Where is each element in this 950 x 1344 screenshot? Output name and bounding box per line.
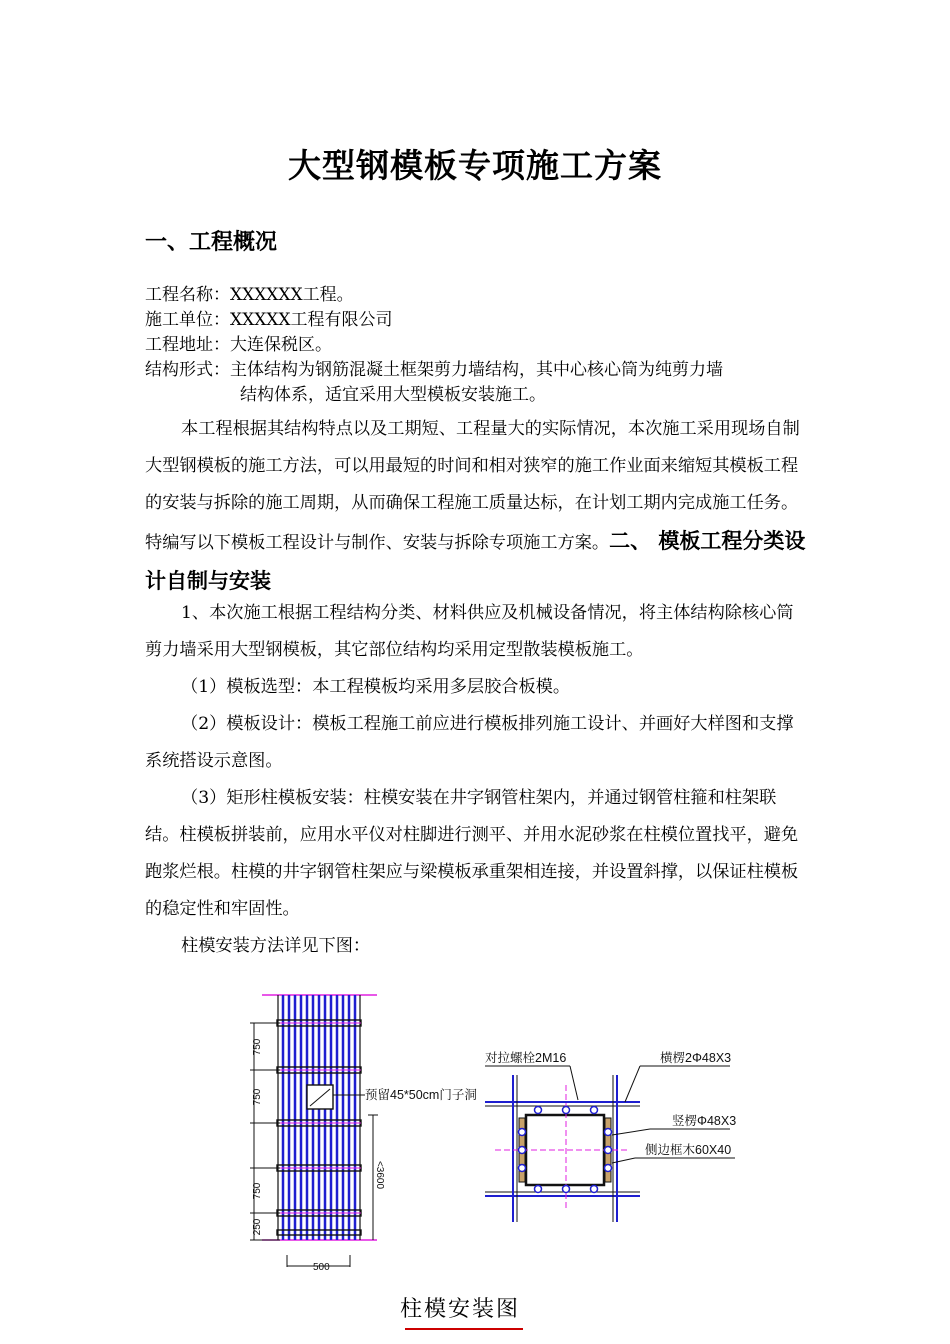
vertical-studs bbox=[283, 995, 355, 1240]
info-value: XXXXXX工程。 bbox=[230, 285, 354, 305]
dim-500: 500 bbox=[313, 1262, 330, 1273]
info-continuation: 结构体系，适宜采用大型模板安装施工。 bbox=[240, 385, 546, 405]
info-label: 施工单位： bbox=[145, 310, 230, 330]
info-value: 主体结构为钢筋混凝土框架剪力墙结构，其中心核心筒为纯剪力墙 bbox=[230, 360, 723, 380]
label-horizontal-waler: 横楞2Φ48X3 bbox=[660, 1051, 732, 1065]
page-title: 大型钢模板专项施工方案 bbox=[288, 146, 662, 185]
paragraph-formwork-type: （1）模板选型：本工程模板均采用多层胶合板模。 bbox=[181, 677, 571, 697]
caption-underline bbox=[405, 1328, 523, 1330]
column-section bbox=[526, 1115, 604, 1185]
dim-750-bottom: 750 bbox=[252, 1182, 263, 1200]
info-label: 工程地址： bbox=[145, 335, 230, 355]
label-side-timber: 侧边框木60X40 bbox=[645, 1143, 732, 1157]
info-value: XXXXX工程有限公司 bbox=[230, 310, 393, 330]
section-heading-overview: 一、工程概况 bbox=[145, 229, 278, 255]
label-tie-bolt: 对拉螺栓2M16 bbox=[485, 1051, 567, 1065]
paragraph-see-figure: 柱模安装方法详见下图： bbox=[181, 936, 371, 956]
info-label: 工程名称： bbox=[145, 285, 230, 305]
figure-caption: 柱模安装图 bbox=[399, 1297, 520, 1322]
info-value: 大连保税区。 bbox=[230, 335, 332, 355]
column-formwork-diagram bbox=[240, 985, 760, 1285]
paragraph-1: 1、本次施工根据工程结构分类、材料供应及机械设备情况，将主体结构除核心筒剪力墙采用大型钢模板，其它部位结构均采用定型散装模板施工。 bbox=[145, 603, 794, 660]
dim-750-top: 750 bbox=[252, 1038, 263, 1056]
plan-view bbox=[485, 1075, 640, 1222]
info-row-contractor bbox=[145, 308, 393, 333]
dim-250: 250 bbox=[252, 1218, 263, 1236]
paragraph-intro-text: 本工程根据其结构特点以及工期短、工程量大的实际情况，本次施工采用现场自制大型钢模板的施工方法，可以用最短的时间和相对狭窄的施工作业面来缩短其模板工程的安装与拆除的施工周期，从而确保工程施工质量达标，在计划工期内完成施工任务。特编写以下模板工程设计与制作、安装与拆除专项施工方案。 bbox=[145, 419, 800, 553]
info-row-structure bbox=[145, 358, 723, 383]
dim-750-mid: 750 bbox=[252, 1088, 263, 1106]
label-vertical-stud: 竖楞Φ48X3 bbox=[672, 1114, 737, 1128]
section-heading-formwork: 二、 模板工程分类设计自制与安装 bbox=[145, 528, 806, 593]
paragraph-formwork-design: （2）模板设计：模板工程施工前应进行模板排列施工设计、并画好大样图和支撑系统搭设示意图。 bbox=[145, 714, 794, 771]
label-door-opening: 预留45*50cm门子洞 bbox=[365, 1088, 477, 1102]
info-row-address bbox=[145, 333, 332, 358]
info-row-project-name bbox=[145, 283, 354, 308]
info-label: 结构形式： bbox=[145, 360, 230, 380]
paragraph-column-install: （3）矩形柱模板安装：柱模安装在井字钢管柱架内，并通过钢管柱箍和柱架联结。柱模板拼装前，应用水平仪对柱脚进行测平、并用水泥砂浆在柱模位置找平，避免跑浆烂根。柱模的井字钢管柱架应与梁模板承重架相连接，并设置斜撑，以保证柱模板的稳定性和牢固性。 bbox=[145, 788, 799, 919]
paragraph-intro bbox=[145, 411, 807, 602]
dim-3600: <3600 bbox=[374, 1160, 385, 1190]
